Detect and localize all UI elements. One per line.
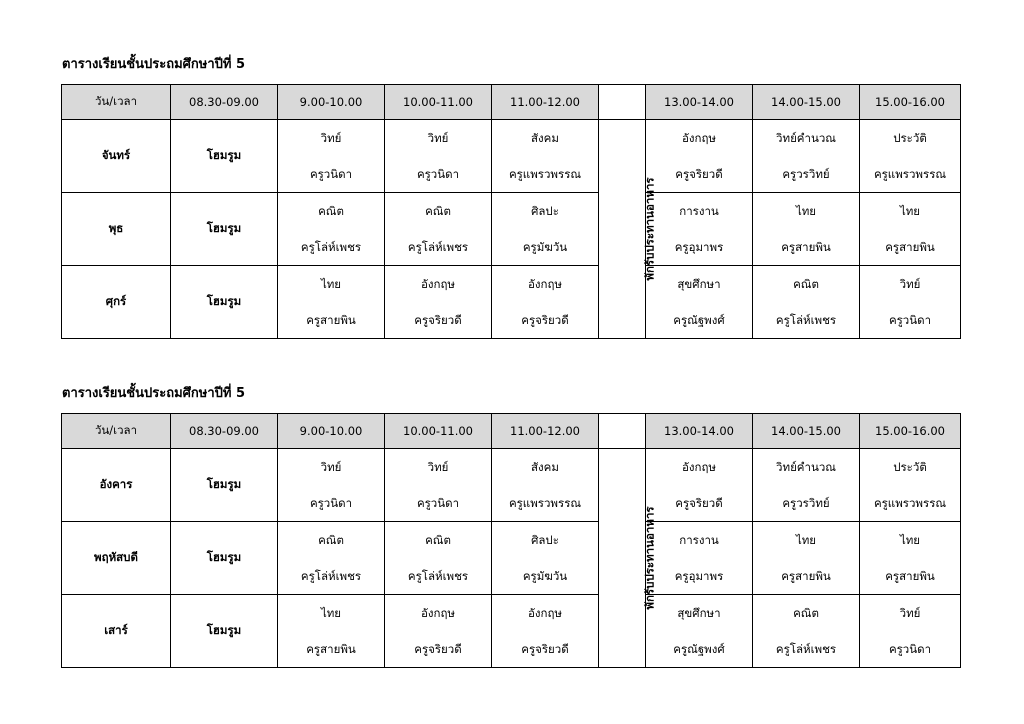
header-day-time: วัน/เวลา bbox=[62, 414, 171, 449]
class-cell bbox=[753, 595, 860, 668]
subject-label: อังกฤษ bbox=[527, 277, 563, 291]
day-cell: จันทร์ bbox=[62, 120, 171, 193]
subject-label: ไทย bbox=[899, 204, 921, 218]
header-period-homeroom: 08.30-09.00 bbox=[171, 414, 278, 449]
subject-label: การงาน bbox=[679, 533, 719, 547]
teacher-label: ครูแพรวพรรณ bbox=[508, 167, 582, 181]
teacher-label: ครูโล่ห์เพชร bbox=[407, 569, 469, 583]
class-cell bbox=[860, 449, 961, 522]
class-cell bbox=[385, 522, 492, 595]
header-period-1: 9.00-10.00 bbox=[278, 85, 385, 120]
class-cell bbox=[646, 266, 753, 339]
subject-label: ประวัติ bbox=[893, 131, 927, 145]
class-cell bbox=[385, 193, 492, 266]
class-cell bbox=[753, 449, 860, 522]
teacher-label: ครูโล่ห์เพชร bbox=[775, 642, 837, 656]
class-cell bbox=[646, 449, 753, 522]
homeroom-cell: โฮมรูม bbox=[171, 120, 278, 193]
teacher-label: ครูโล่ห์เพชร bbox=[300, 240, 362, 254]
subject-label: วิทย์คำนวณ bbox=[776, 460, 836, 474]
class-cell bbox=[646, 595, 753, 668]
subject-label: ศิลปะ bbox=[531, 533, 559, 547]
teacher-label: ครูสายพิน bbox=[885, 569, 935, 583]
class-cell bbox=[646, 522, 753, 595]
day-cell: ศุกร์ bbox=[62, 266, 171, 339]
teacher-label: ครูโล่ห์เพชร bbox=[775, 313, 837, 327]
class-cell bbox=[753, 120, 860, 193]
subject-label: อังกฤษ bbox=[420, 606, 456, 620]
subject-label: คณิต bbox=[318, 533, 344, 547]
header-period-2: 10.00-11.00 bbox=[385, 85, 492, 120]
teacher-label: ครูมัฆวัน bbox=[522, 569, 568, 583]
class-cell bbox=[492, 595, 599, 668]
homeroom-cell: โฮมรูม bbox=[171, 522, 278, 595]
subject-label: คณิต bbox=[793, 277, 819, 291]
header-row bbox=[62, 85, 961, 120]
subject-label: คณิต bbox=[793, 606, 819, 620]
table-row bbox=[62, 266, 961, 339]
table-row bbox=[62, 193, 961, 266]
lunch-break-cell bbox=[599, 449, 657, 668]
teacher-label: ครูณัฐพงศ์ bbox=[673, 313, 725, 327]
subject-label: วิทย์ bbox=[427, 460, 449, 474]
teacher-label: ครูจริยวดี bbox=[414, 313, 462, 327]
homeroom-cell: โฮมรูม bbox=[171, 266, 278, 339]
teacher-label: ครูวนิดา bbox=[888, 313, 932, 327]
class-cell bbox=[492, 120, 599, 193]
timetable bbox=[61, 413, 961, 668]
header-row bbox=[62, 414, 961, 449]
timetable-title: ตารางเรียนชั้นประถมศึกษาปีที่ 5 bbox=[62, 386, 246, 401]
subject-label: อังกฤษ bbox=[681, 460, 717, 474]
subject-label: วิทย์ bbox=[899, 606, 921, 620]
teacher-label: ครูวนิดา bbox=[416, 496, 460, 510]
teacher-label: ครูวนิดา bbox=[309, 167, 353, 181]
teacher-label: ครูมัฆวัน bbox=[522, 240, 568, 254]
subject-label: ประวัติ bbox=[893, 460, 927, 474]
subject-label: สังคม bbox=[531, 460, 559, 474]
subject-label: คณิต bbox=[425, 204, 451, 218]
header-day-time: วัน/เวลา bbox=[62, 85, 171, 120]
subject-label: สังคม bbox=[531, 131, 559, 145]
class-cell bbox=[385, 120, 492, 193]
subject-label: ไทย bbox=[899, 533, 921, 547]
homeroom-cell: โฮมรูม bbox=[171, 193, 278, 266]
class-cell bbox=[860, 193, 961, 266]
header-period-6: 15.00-16.00 bbox=[860, 414, 961, 449]
class-cell bbox=[860, 522, 961, 595]
subject-label: การงาน bbox=[679, 204, 719, 218]
subject-label: วิทย์ bbox=[320, 460, 342, 474]
subject-label: อังกฤษ bbox=[681, 131, 717, 145]
subject-label: ไทย bbox=[320, 606, 342, 620]
subject-label: คณิต bbox=[425, 533, 451, 547]
header-period-6: 15.00-16.00 bbox=[860, 85, 961, 120]
subject-label: ไทย bbox=[795, 533, 817, 547]
teacher-label: ครูวนิดา bbox=[888, 642, 932, 656]
teacher-label: ครูจริยวดี bbox=[675, 496, 723, 510]
subject-label: วิทย์คำนวณ bbox=[776, 131, 836, 145]
timetable bbox=[61, 84, 961, 339]
class-cell bbox=[753, 522, 860, 595]
teacher-label: ครูวรวิทย์ bbox=[782, 496, 830, 510]
teacher-label: ครูณัฐพงศ์ bbox=[673, 642, 725, 656]
header-period-3: 11.00-12.00 bbox=[492, 85, 599, 120]
teacher-label: ครูวรวิทย์ bbox=[782, 167, 830, 181]
table-row bbox=[62, 120, 961, 193]
class-cell bbox=[278, 595, 385, 668]
lunch-break-label: พักรับประทานอาหาร bbox=[642, 506, 657, 610]
class-cell bbox=[860, 266, 961, 339]
subject-label: สุขศึกษา bbox=[677, 606, 721, 620]
teacher-label: ครูอุมาพร bbox=[674, 569, 724, 583]
table-row bbox=[62, 449, 961, 522]
table-row bbox=[62, 595, 961, 668]
class-cell bbox=[278, 449, 385, 522]
subject-label: คณิต bbox=[318, 204, 344, 218]
teacher-label: ครูสายพิน bbox=[781, 569, 831, 583]
day-cell: พฤหัสบดี bbox=[62, 522, 171, 595]
table-row bbox=[62, 522, 961, 595]
subject-label: อังกฤษ bbox=[527, 606, 563, 620]
subject-label: ศิลปะ bbox=[531, 204, 559, 218]
header-lunch bbox=[599, 414, 646, 449]
teacher-label: ครูจริยวดี bbox=[675, 167, 723, 181]
class-cell bbox=[492, 266, 599, 339]
subject-label: วิทย์ bbox=[320, 131, 342, 145]
teacher-label: ครูสายพิน bbox=[306, 313, 356, 327]
header-period-5: 14.00-15.00 bbox=[753, 414, 860, 449]
teacher-label: ครูจริยวดี bbox=[521, 313, 569, 327]
class-cell bbox=[278, 120, 385, 193]
teacher-label: ครูโล่ห์เพชร bbox=[407, 240, 469, 254]
teacher-label: ครูสายพิน bbox=[306, 642, 356, 656]
teacher-label: ครูวนิดา bbox=[416, 167, 460, 181]
teacher-label: ครูโล่ห์เพชร bbox=[300, 569, 362, 583]
subject-label: สุขศึกษา bbox=[677, 277, 721, 291]
day-cell: พุธ bbox=[62, 193, 171, 266]
subject-label: วิทย์ bbox=[899, 277, 921, 291]
teacher-label: ครูจริยวดี bbox=[414, 642, 462, 656]
class-cell bbox=[278, 266, 385, 339]
class-cell bbox=[646, 120, 753, 193]
subject-label: ไทย bbox=[795, 204, 817, 218]
subject-label: ไทย bbox=[320, 277, 342, 291]
subject-label: อังกฤษ bbox=[420, 277, 456, 291]
lunch-break-cell bbox=[599, 120, 657, 339]
header-lunch bbox=[599, 85, 646, 120]
class-cell bbox=[492, 449, 599, 522]
header-period-4: 13.00-14.00 bbox=[646, 85, 753, 120]
class-cell bbox=[385, 595, 492, 668]
class-cell bbox=[278, 193, 385, 266]
header-period-5: 14.00-15.00 bbox=[753, 85, 860, 120]
header-period-3: 11.00-12.00 bbox=[492, 414, 599, 449]
class-cell bbox=[860, 595, 961, 668]
class-cell bbox=[753, 266, 860, 339]
class-cell bbox=[492, 522, 599, 595]
class-cell bbox=[492, 193, 599, 266]
teacher-label: ครูแพรวพรรณ bbox=[873, 167, 947, 181]
homeroom-cell: โฮมรูม bbox=[171, 449, 278, 522]
teacher-label: ครูจริยวดี bbox=[521, 642, 569, 656]
class-cell bbox=[753, 193, 860, 266]
class-cell bbox=[860, 120, 961, 193]
header-period-1: 9.00-10.00 bbox=[278, 414, 385, 449]
subject-label: วิทย์ bbox=[427, 131, 449, 145]
teacher-label: ครูแพรวพรรณ bbox=[508, 496, 582, 510]
teacher-label: ครูอุมาพร bbox=[674, 240, 724, 254]
teacher-label: ครูแพรวพรรณ bbox=[873, 496, 947, 510]
homeroom-cell: โฮมรูม bbox=[171, 595, 278, 668]
timetable-title: ตารางเรียนชั้นประถมศึกษาปีที่ 5 bbox=[62, 57, 246, 72]
class-cell bbox=[278, 522, 385, 595]
header-period-homeroom: 08.30-09.00 bbox=[171, 85, 278, 120]
teacher-label: ครูสายพิน bbox=[781, 240, 831, 254]
header-period-4: 13.00-14.00 bbox=[646, 414, 753, 449]
class-cell bbox=[385, 449, 492, 522]
class-cell bbox=[646, 193, 753, 266]
day-cell: อังคาร bbox=[62, 449, 171, 522]
class-cell bbox=[385, 266, 492, 339]
day-cell: เสาร์ bbox=[62, 595, 171, 668]
header-period-2: 10.00-11.00 bbox=[385, 414, 492, 449]
teacher-label: ครูสายพิน bbox=[885, 240, 935, 254]
teacher-label: ครูวนิดา bbox=[309, 496, 353, 510]
lunch-break-label: พักรับประทานอาหาร bbox=[642, 177, 657, 281]
